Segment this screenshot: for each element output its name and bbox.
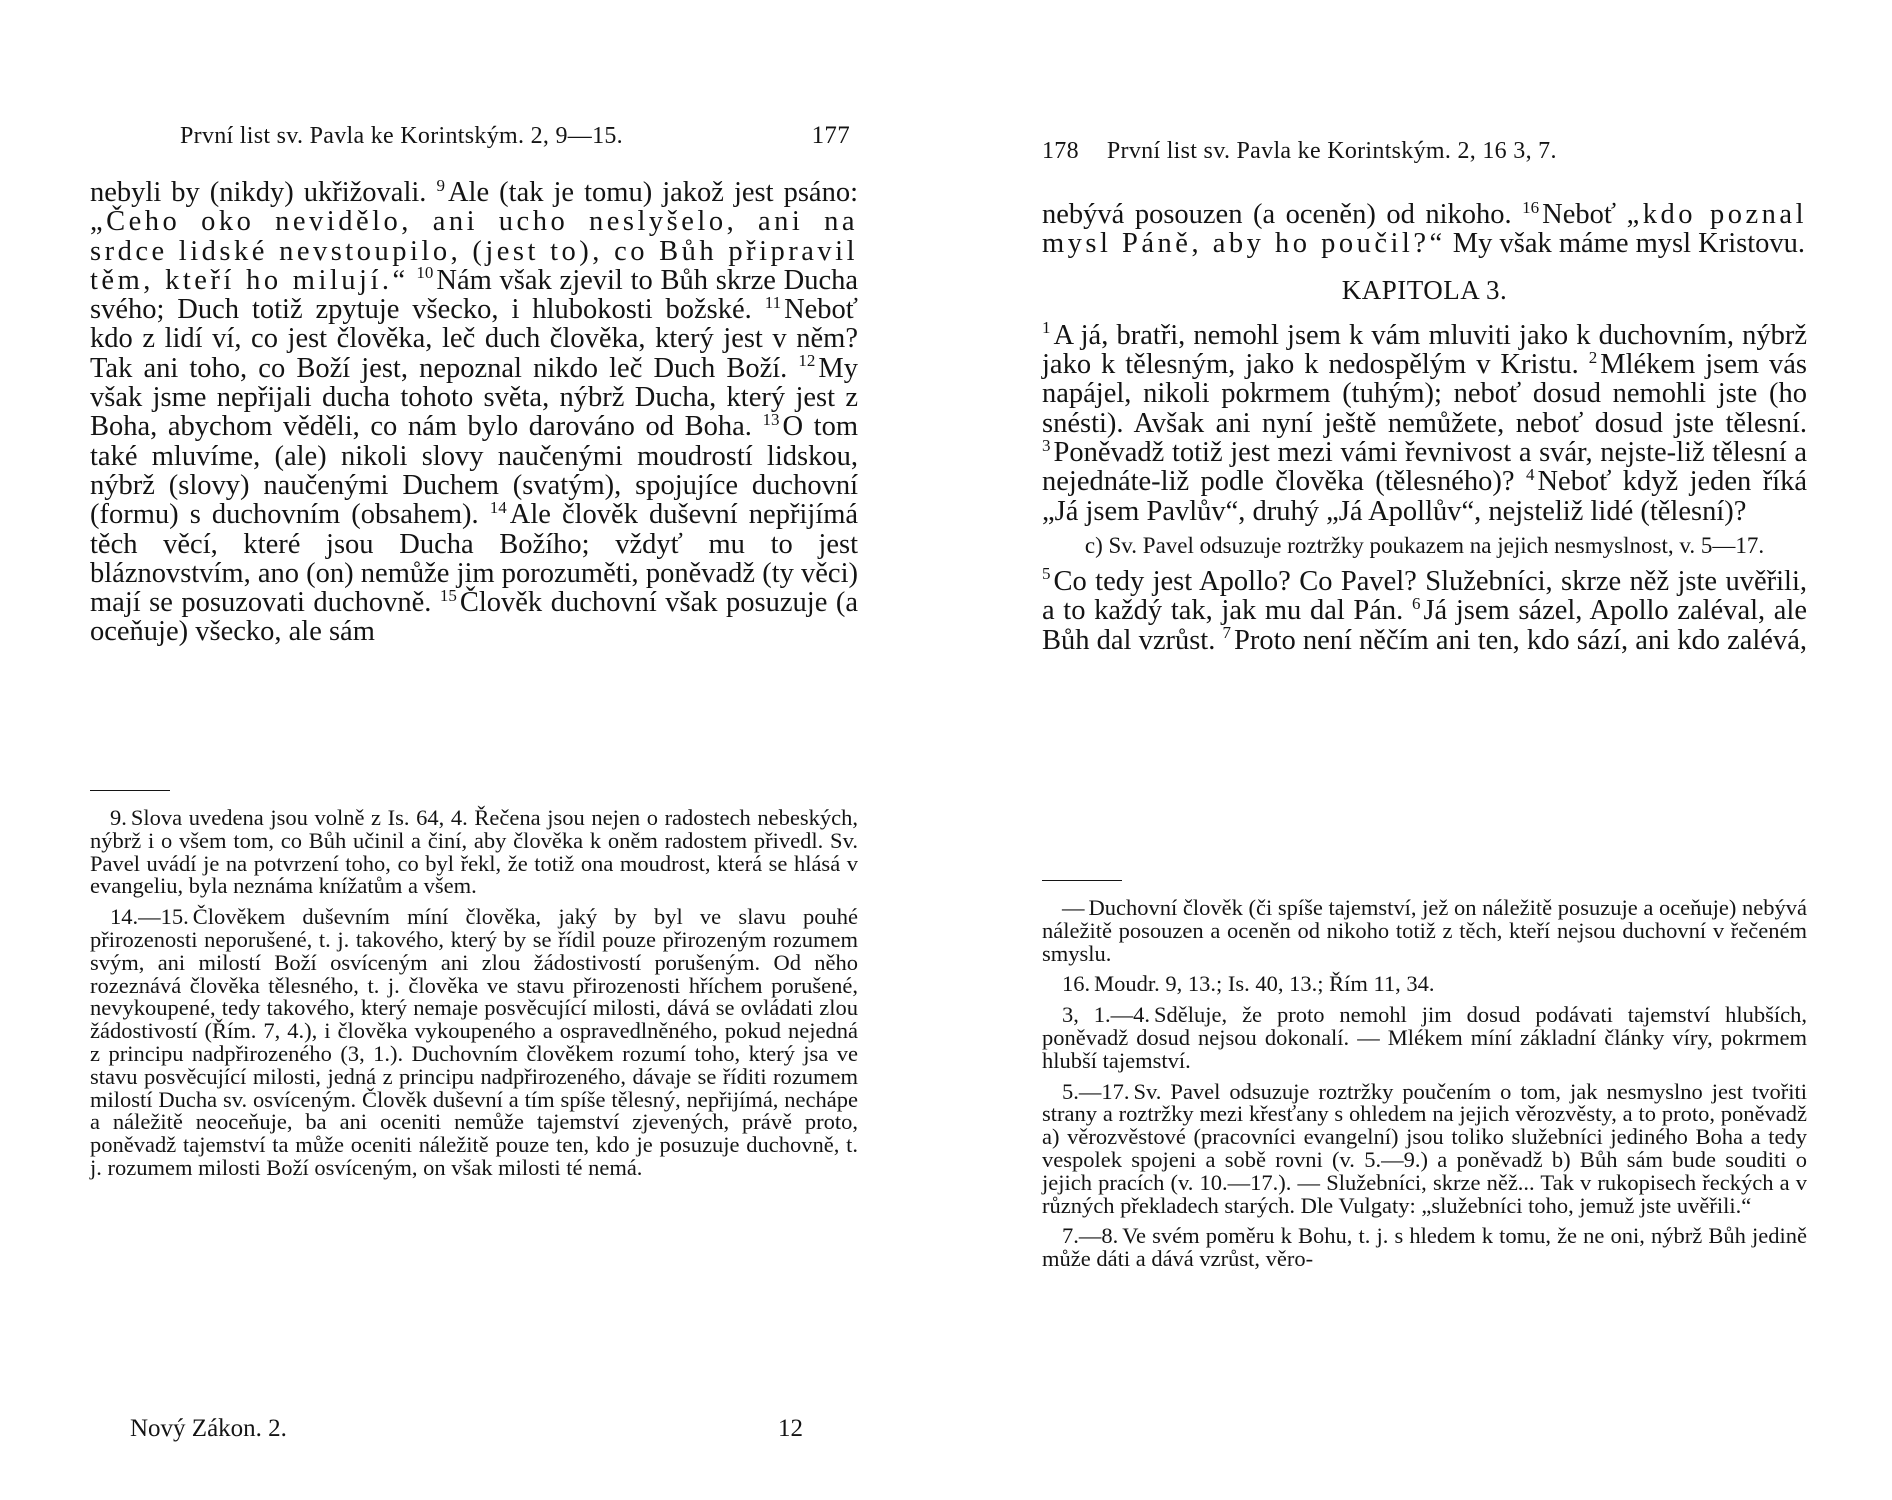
verse-fragment: Co tedy jest Apollo? Co Pavel? Služebníci, skrze něž jste uvěřili, a to každý tak, jak mu dal Pán. xyxy=(1042,565,1807,627)
footnote-text: Moudr. 9, 13.; Is. 40, 13.; Řím 11, 34. xyxy=(1094,971,1435,997)
footnote-ref: 5.—17. xyxy=(1062,1078,1130,1104)
footnote xyxy=(1042,1004,1807,1072)
verse-number: 3 xyxy=(1042,435,1051,455)
section-heading: c) Sv. Pavel odsuzuje roztržky poukazem na jejich nesmyslnost, v. 5—17. xyxy=(1084,532,1765,558)
verse-text xyxy=(1042,197,1807,260)
footnote-ref: 9. xyxy=(110,805,127,830)
verse-number: 1 xyxy=(1042,318,1051,338)
footnote-ref: 16. xyxy=(1062,971,1091,997)
footnote-rule xyxy=(90,790,170,791)
footnote-text: Sv. Pavel odsuzuje roztržky poučením o tom, jak nesmyslno jest tvořiti strany a roztržky mezi křesťany s ohledem na jejich věrozvěsty, a to proto, poněvadž a) věrozvěstové (pracovníci evangelní) jsou toliko služebníci jediného Boha a tedy vespolek spojeni a sobě rovni (v. 5.—9.) a poněvadž b) Bůh sám bude souditi o jejich pracích (v. 10.—17.). — Služebníci, skrze něž... Tak v rukopisech řeckých a v různých překladech starých. Dle Vulgaty: „služebníci toho, jemuž jste uvěřili.“ xyxy=(1042,1078,1807,1218)
verse-fragment: Neboť kdo z lidí ví, co jest člověka, leč duch člověka, který jest v něm? Tak ani toho, co Boží jest, nepoznal nikdo leč Duch Boží. xyxy=(90,294,858,384)
verse-number: 10 xyxy=(416,263,434,283)
main-text xyxy=(90,175,859,648)
running-head xyxy=(90,122,858,150)
verse-number: 6 xyxy=(1411,593,1421,613)
main-text xyxy=(1042,197,1808,656)
running-head xyxy=(1042,138,1807,165)
page-number: 177 xyxy=(811,122,850,149)
footnote-ref: 14.—15. xyxy=(110,904,189,930)
footnote-text: Slova uvedena jsou volně z Is. 64, 4. Řečena jsou nejen o radostech nebeských, nýbrž i o všem tom, co Bůh učinil a činí, aby člověka k oněm radostem přivedl. Sv. Pavel uvádí je na potvrzení toho, co byl řekl, že totiž ona moudrost, která se hlásá v evangeliu, byla neznáma knížatům a všem. xyxy=(90,805,858,899)
footnote xyxy=(90,906,858,1180)
footnote xyxy=(90,807,858,898)
verse-fragment: Poněvadž totiž jest mezi vámi řevnivost a svár, nejste-liž tělesní a nejednáte-liž podle člověka (tělesného)? xyxy=(1042,437,1807,498)
footnote xyxy=(1042,1225,1807,1271)
verse-number: 11 xyxy=(764,292,782,312)
verse-number: 16 xyxy=(1522,197,1540,217)
verse-number: 12 xyxy=(798,351,816,371)
footnote-text: Ve svém poměru k Bohu, t. j. s hledem k tomu, že ne oni, nýbrž Bůh jedině může dáti a dává vzrůst, věro- xyxy=(1042,1223,1807,1272)
page-footer xyxy=(130,1415,803,1443)
verse-number: 7 xyxy=(1222,623,1231,643)
footnote-ref: 3, 1.—4. xyxy=(1062,1002,1151,1028)
verse-fragment: Ale (tak je tomu) jakož jest psáno: xyxy=(447,177,859,208)
verse-number: 13 xyxy=(762,409,780,429)
running-head-title: První list sv. Pavla ke Korintským. 2, 16 3, 7. xyxy=(1106,138,1557,164)
verse-text xyxy=(90,175,859,648)
chapter-title: KAPITOLA 3. xyxy=(1341,274,1508,305)
verse-text xyxy=(1042,318,1808,527)
footnote xyxy=(1042,1078,1807,1218)
sheet-number: 12 xyxy=(778,1415,803,1442)
verse-text xyxy=(1042,564,1808,656)
verse-fragment: Nám však zjevil to Bůh skrze Ducha svého; Duch totiž zpytuje všecko, i hlubokosti božské. xyxy=(90,264,858,326)
verse-number: 14 xyxy=(489,497,507,517)
footnote-text: Duchovní člověk (či spíše tajemství, jež on náležitě posuzuje a oceňuje) nebývá náležitě posouzen a oceněn od nikoho totiž z těch, kteří nejsou duchovní v řečeném smyslu. xyxy=(1042,895,1807,966)
verse-fragment: Mlékem jsem vás napájel, nikoli pokrmem (tuhým); neboť dosud nemohli jste (ho snésti). Avšak ani nyní ještě nemůžete, neboť dosud jste tělesní. xyxy=(1042,349,1807,439)
verse-fragment: O tom také mluvíme, (ale) nikoli slovy naučenými moudrostí lidskou, nýbrž (slovy) naučenými Duchem (svatým), spojujíce duchovní (formu) s duchovním (obsahem). xyxy=(90,411,858,531)
verse-fragment: My však máme mysl Kristovu. xyxy=(1452,228,1806,260)
verse-number: 4 xyxy=(1525,464,1535,484)
footnote-text: Sděluje, že proto nemohl jim dosud podávati tajemství hlubších, poněvadž dosud nejsou dokonalí. — Mlékem míní základní články víry, pokrmem hlubší tajemství. xyxy=(1042,1002,1807,1073)
verse-fragment: nebyli by (nikdy) ukřižovali. xyxy=(90,177,427,208)
verse-fragment: A já, bratři, nemohl jsem k vám mluviti jako k duchovním, nýbrž jako k tělesným, jako k nedospělým v Kristu. xyxy=(1042,319,1807,381)
verse-number: 5 xyxy=(1042,564,1051,584)
spaced-quotation: „Čeho oko nevidělo, ani ucho neslyšelo, ani na srdce lidské nevstoupilo, (jest to), co Bůh připravil těm, kteří ho milují.“ xyxy=(90,206,858,296)
footnotes xyxy=(90,790,858,1188)
verse-fragment: Ale člověk duševní nepřijímá těch věcí, které jsou Ducha Božího; vždyť mu to jest bláznovstvím, ano (on) nemůže jim porozuměti, poněvadž (ty věci) mají se posuzovati duchovně. xyxy=(90,499,859,619)
verse-fragment: Člověk duchovní však posuzuje (a oceňuje) všecko, ale sám xyxy=(90,587,858,648)
verse-fragment: Já jsem sázel, Apollo zaléval, ale Bůh dal vzrůst. xyxy=(1042,595,1808,656)
verse-number: 9 xyxy=(436,175,445,195)
verse-fragment: Neboť když jeden říká „Já jsem Pavlův“, druhý „Já Apollův“, nejsteliž lidé (tělesní)? xyxy=(1042,466,1808,527)
verse-fragment: My však jsme nepřijali ducha tohoto světa, nýbrž Ducha, který jest z Boha, abychom věděli, co nám bylo darováno od Boha. xyxy=(90,352,858,443)
verse-fragment: nebývá posouzen (a oceněn) od nikoho. xyxy=(1042,199,1512,230)
verse-number: 15 xyxy=(439,585,457,605)
footnote xyxy=(1042,973,1807,996)
signature-mark: Nový Zákon. 2. xyxy=(130,1415,287,1442)
running-head-title: První list sv. Pavla ke Korintským. 2, 9—15. xyxy=(180,123,623,149)
spaced-quotation: „kdo poznal mysl Páně, aby ho poučil?“ xyxy=(1042,199,1807,260)
verse-fragment: Neboť xyxy=(1542,199,1627,230)
footnote-ref: — xyxy=(1062,895,1085,920)
verse-number: 2 xyxy=(1588,347,1598,367)
footnote-text: Člověkem duševním míní člověka, jaký by byl ve slavu pouhé přirozenosti neporušené, t. j. takového, který by se řídil pouze přirozeným rozumem svým, ani milostí Boží osvíceným ani zlou žádostivostí porušeným. Od něho rozeznává člověka tělesného, t. j. člověka ve stavu přirozenosti hříchem porušené, nevykoupené, tedy takového, který nemaje posvěcující milosti, dává se ovládati zlou žádostivostí (Řím. 7, 4.), i člověka vykoupeného a ospravedlněného, pokud nejedná z principu nadpřirozeného (3, 1.). Duchovním člověkem rozumí toho, který jsa ve stavu posvěcující milosti, jedná z principu nadpřirozeného, dávaje se říditi rozumem milostí Ducha sv. osvíceným. Člověk duševní a tím spíše tělesný, nepřijímá, nechápe a náležitě neoceňuje, ba ani oceniti nemůže tajemství zjevených, právě proto, poněvadž tajemství ta může oceniti náležitě pouze ten, kdo je posuzuje duchovně, t. j. rozumem milosti Boží osvíceným, on však milosti té nemá. xyxy=(90,904,858,1180)
footnote-ref: 7.—8. xyxy=(1062,1223,1119,1249)
footnote xyxy=(1042,897,1807,965)
verse-fragment: Proto není něčím ani ten, kdo sází, ani kdo zalévá, xyxy=(1233,624,1807,656)
footnote-rule xyxy=(1042,880,1122,881)
footnotes xyxy=(1042,880,1807,1279)
page-number: 178 xyxy=(1042,138,1079,164)
